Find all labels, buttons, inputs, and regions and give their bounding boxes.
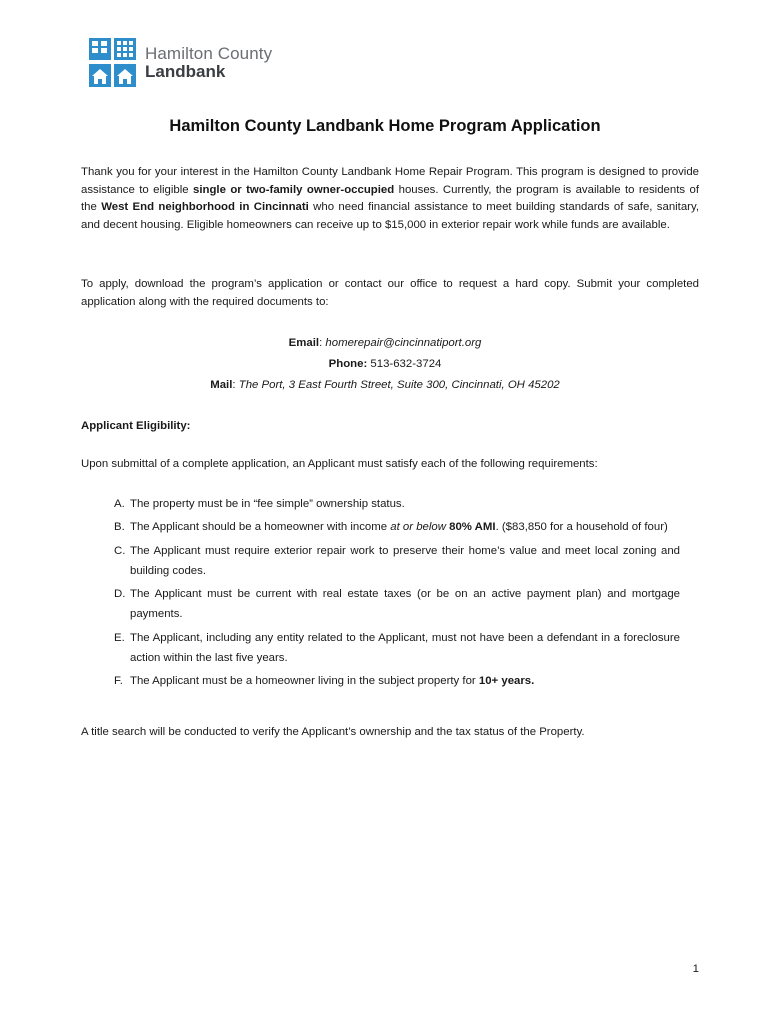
closing-paragraph: A title search will be conducted to verify the Applicant’s ownership and the tax status of the Property.: [81, 726, 585, 738]
requirement-item: [114, 517, 680, 537]
requirement-marker: D.: [114, 588, 126, 601]
intro-paragraph: [81, 164, 699, 234]
requirement-marker: A.: [114, 498, 125, 510]
email-link[interactable]: homerepair@cincinnatiport.org: [325, 337, 482, 349]
requirement-marker: E.: [114, 631, 125, 644]
requirement-italic: at or below: [390, 521, 446, 534]
requirement-text-post: . ($83,850 for a household of four): [495, 521, 668, 534]
requirement-text-pre: The Applicant must be a homeowner living in the subject property for: [130, 675, 479, 688]
intro-part-1: Thank you for your interest in the Hamilton County Landbank Home Repair Program. This program is designed to provide assistance to eligible: [81, 166, 699, 196]
requirement-item: [114, 541, 680, 582]
eligibility-heading: Applicant Eligibility:: [81, 420, 191, 432]
intro-bold-2: West End neighborhood in Cincinnati: [101, 201, 309, 213]
contact-mail: Mail: The Port, 3 East Fourth Street, Suite 300, Cincinnati, OH 45202: [210, 379, 560, 391]
requirement-text: The property must be in “fee simple” ownership status.: [130, 498, 405, 510]
intro-bold-1: single or two-family owner-occupied: [193, 183, 395, 196]
apply-paragraph: To apply, download the program’s application or contact our office to request a hard copy. Submit your completed application along with the required documents to:: [81, 278, 699, 308]
phone-value: 513-632-3724: [370, 358, 442, 370]
mail-address: The Port, 3 East Fourth Street, Suite 300, Cincinnati, OH 45202: [238, 379, 560, 391]
eligibility-intro: Upon submittal of a complete application, an Applicant must satisfy each of the following requirements:: [81, 458, 598, 470]
intro-part-3: who need financial assistance to meet building standards of safe, sanitary, and decent housing. Eligible homeowners can receive up to $15,000 in exterior repair work while funds are available.: [81, 201, 699, 231]
page-number: 1: [692, 963, 699, 975]
requirement-bold: 80% AMI: [445, 521, 496, 534]
landbank-logo: [89, 38, 272, 88]
requirement-marker: C.: [114, 544, 126, 557]
contact-email: Email: homerepair@cincinnatiport.org: [288, 337, 482, 349]
requirement-marker: B.: [114, 521, 125, 534]
logo-line-1: Hamilton County: [145, 44, 273, 64]
requirement-text: The Applicant must require exterior repair work to preserve their home’s value and meet local zoning and building codes.: [130, 544, 680, 577]
requirement-text-pre: The Applicant should be a homeowner with income: [130, 521, 391, 534]
phone-label: Phone:: [328, 358, 368, 370]
logo-line-2: Landbank: [145, 62, 226, 81]
requirement-item: [114, 628, 680, 669]
intro-part-2: houses. Currently, the program is available to residents of the: [81, 183, 699, 213]
email-label: Email: [288, 337, 320, 349]
requirement-item: [114, 584, 680, 625]
mail-label: Mail: [210, 379, 233, 391]
requirement-marker: F.: [114, 675, 123, 688]
requirement-item: [114, 494, 680, 514]
contact-block: [0, 333, 770, 396]
requirement-text: The Applicant, including any entity related to the Applicant, must not have been a defendant in a foreclosure action within the last five years.: [130, 631, 680, 665]
contact-phone: [0, 354, 770, 375]
requirement-text: The Applicant must be current with real estate taxes (or be on an active payment plan) and mortgage payments.: [130, 588, 680, 621]
requirement-item: [114, 671, 680, 691]
page-title: Hamilton County Landbank Home Program Application: [169, 117, 601, 135]
requirement-bold: 10+ years.: [478, 675, 535, 688]
requirements-list: [114, 494, 680, 695]
landbank-logo-icon: [89, 38, 137, 88]
